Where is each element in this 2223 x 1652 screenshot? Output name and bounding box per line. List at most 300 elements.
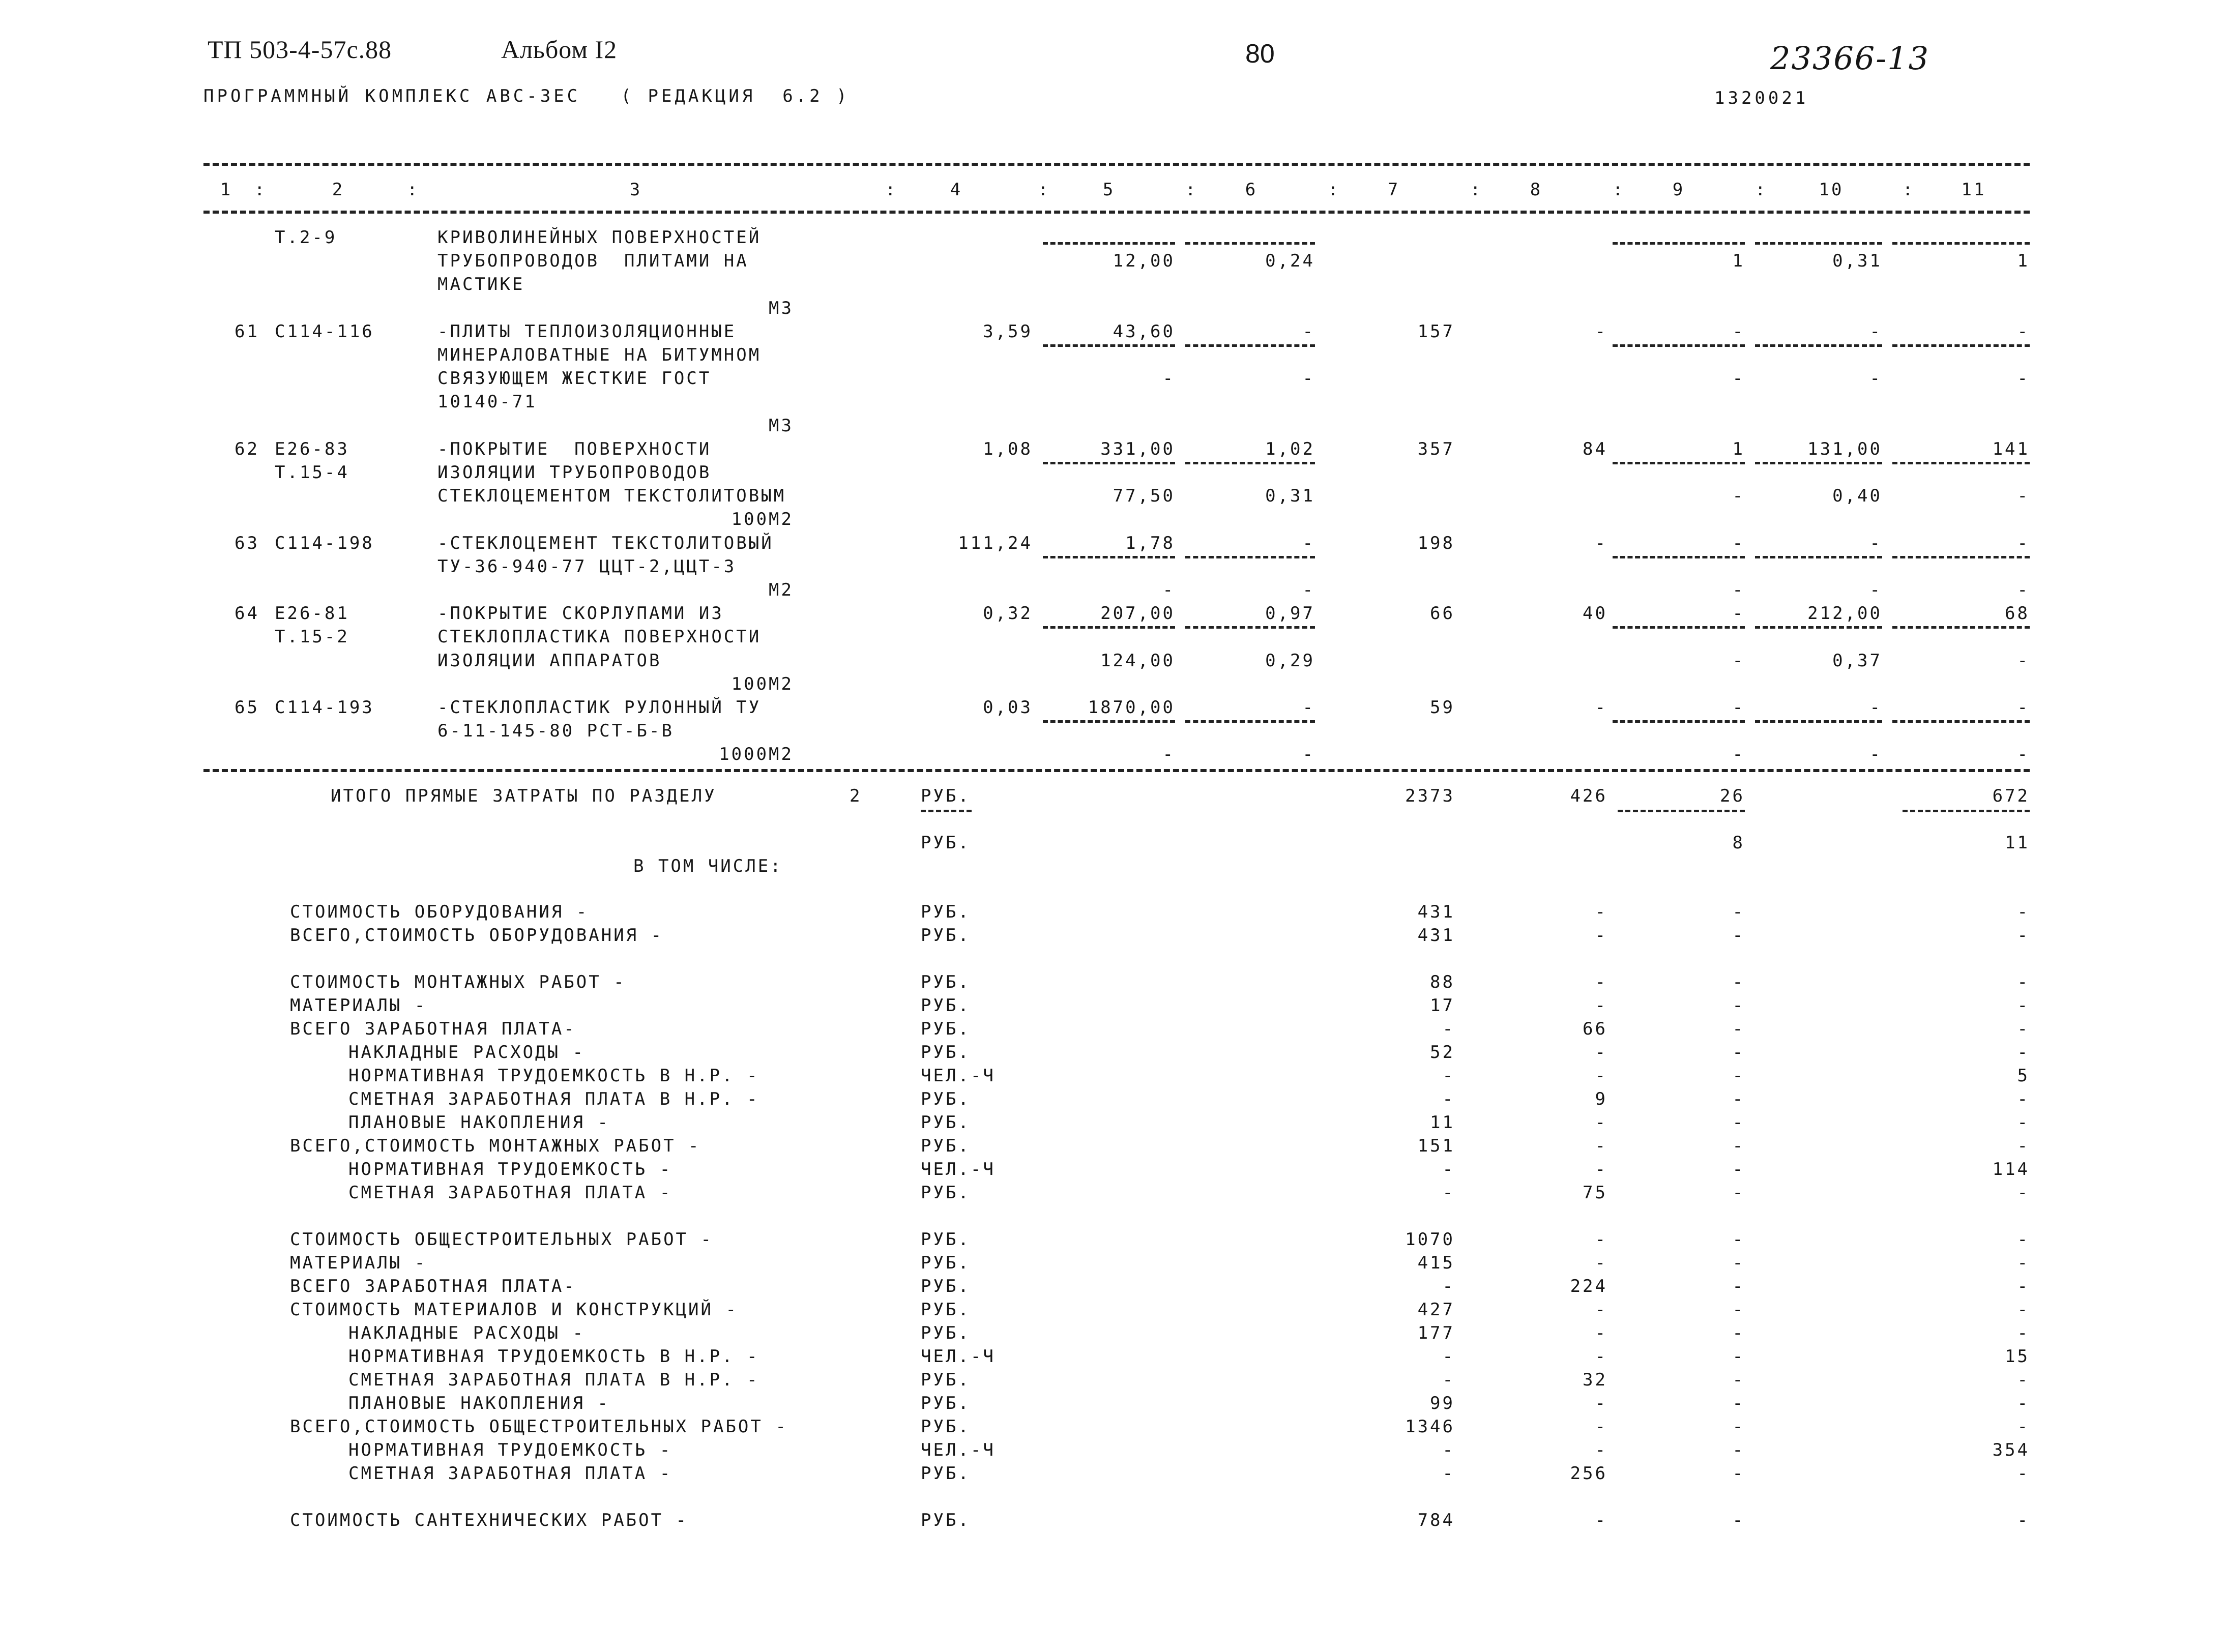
summary-c9: - [1732,1276,1745,1296]
summary-c7: - [1442,1089,1455,1109]
summary-label: СМЕТНАЯ ЗАРАБОТНАЯ ПЛАТА В Н.Р. - [348,1370,759,1390]
summary-c9: - [1732,1183,1745,1203]
rate-code: Е26-81 [275,603,349,624]
value-c5: 207,00 [1100,603,1175,624]
summary-c9: - [1732,1393,1745,1413]
summary-c9: - [1732,1042,1745,1063]
value-c6: - [1302,580,1315,600]
total-unit: РУБ. [921,786,971,806]
rate-code: Е26-83 [275,438,349,459]
summary-unit: РУБ. [921,1276,971,1296]
summary-c7: - [1442,1159,1455,1179]
summary-unit: РУБ. [921,1112,971,1133]
value-c5: - [1162,580,1175,600]
total-unit-2: РУБ. [921,833,971,853]
value-c6: - [1302,744,1315,765]
summary-c8: - [1595,1323,1607,1343]
column-number-5: 5 [1102,180,1116,200]
value-c4: 1,08 [983,438,1033,459]
summary-c9: - [1732,1510,1745,1530]
total-c7: 2373 [1405,786,1455,806]
summary-c8: - [1595,1136,1607,1156]
value-c11: - [2017,368,2030,389]
summary-c9: - [1732,1229,1745,1250]
segment-rule [1043,556,1175,558]
segment-rule [1892,462,2030,464]
item-unit: М3 [769,298,794,318]
item-description: КРИВОЛИНЕЙНЫХ ПОВЕРХНОСТЕЙ [437,227,762,248]
value-c4: 111,24 [958,533,1033,553]
segment-rule [1892,556,2030,558]
summary-c7: - [1442,1346,1455,1367]
item-description: СТЕКЛОЦЕМЕНТОМ ТЕКСТОЛИТОВЫМ [437,486,786,507]
column-number-3: 3 [629,180,642,200]
segment-rule [1613,720,1745,723]
item-unit: 100М2 [731,673,794,694]
totals-rule [203,769,2030,772]
value-c11: 1 [2017,251,2030,272]
value-c5: 77,50 [1113,486,1175,507]
segment-rule [1755,462,1882,464]
rate-code: С114-116 [275,321,374,342]
value-c8: - [1595,697,1607,718]
value-c6: 0,31 [1265,486,1315,507]
segment-rule [1043,720,1175,723]
segment-rule [1613,556,1745,558]
segment-rule [1755,720,1882,723]
summary-unit: РУБ. [921,1089,971,1109]
column-separator: : [1613,180,1625,200]
column-number-7: 7 [1387,180,1400,200]
value-c9: - [1732,533,1745,553]
value-c6: - [1302,321,1315,342]
summary-c7: - [1442,1370,1455,1390]
segment-rule [1892,242,2030,245]
summary-label: СТОИМОСТЬ МАТЕРИАЛОВ И КОНСТРУКЦИЙ - [290,1300,738,1320]
summary-unit: РУБ. [921,1136,971,1156]
value-c11: - [2017,744,2030,765]
summary-c9: - [1732,972,1745,992]
value-c5: 124,00 [1100,650,1175,671]
summary-c9: - [1732,1346,1745,1367]
column-separator: : [885,180,898,200]
summary-c7: - [1442,1276,1455,1296]
segment-rule [1892,720,2030,723]
header-bottom-rule [203,211,2030,214]
summary-label: НОРМАТИВНАЯ ТРУДОЕМКОСТЬ - [348,1159,672,1179]
item-description: -СТЕКЛОЦЕМЕНТ ТЕКСТОЛИТОВЫЙ [437,533,774,553]
total-label: ИТОГО ПРЯМЫЕ ЗАТРАТЫ ПО РАЗДЕЛУ [331,786,717,806]
summary-label: НОРМАТИВНАЯ ТРУДОЕМКОСТЬ В Н.Р. - [348,1066,759,1086]
summary-c8: - [1595,1229,1607,1250]
summary-c7: 177 [1417,1323,1455,1343]
summary-c11: - [2017,1019,2030,1039]
summary-c11: - [2017,1463,2030,1484]
summary-c8: 66 [1583,1019,1607,1039]
segment-rule [1185,344,1315,347]
summary-label: НОРМАТИВНАЯ ТРУДОЕМКОСТЬ В Н.Р. - [348,1346,759,1367]
summary-c9: - [1732,1159,1745,1179]
summary-label: СТОИМОСТЬ ОБЩЕСТРОИТЕЛЬНЫХ РАБОТ - [290,1229,713,1250]
value-c10: 0,31 [1832,251,1882,272]
segment-rule [1043,626,1175,629]
summary-c11: - [2017,1393,2030,1413]
value-c10: - [1869,533,1882,553]
summary-label: МАТЕРИАЛЫ - [290,1253,427,1273]
value-c9: - [1732,580,1745,600]
summary-c11: - [2017,902,2030,922]
value-c11: 141 [1992,438,2030,459]
item-description: МАСТИКЕ [437,274,525,295]
summary-c9: - [1732,1323,1745,1343]
summary-c7: 17 [1430,995,1455,1016]
value-c9: - [1732,486,1745,507]
value-c11: - [2017,486,2030,507]
segment-rule [1613,462,1745,464]
summary-unit: РУБ. [921,1370,971,1390]
summary-label: НОРМАТИВНАЯ ТРУДОЕМКОСТЬ - [348,1440,672,1460]
document-code: ТП 503-4-57с.88 [208,35,392,64]
value-c6: - [1302,368,1315,389]
column-number-10: 10 [1819,180,1844,200]
segment-rule [1755,626,1882,629]
column-number-11: 11 [1961,180,1986,200]
value-c5: 1870,00 [1088,697,1175,718]
summary-c7: 1070 [1405,1229,1455,1250]
item-unit: М2 [769,580,794,600]
summary-c7: - [1442,1019,1455,1039]
value-c9: - [1732,603,1745,624]
summary-c9: - [1732,1440,1745,1460]
value-c10: 131,00 [1807,438,1882,459]
summary-c11: 15 [2005,1346,2030,1367]
summary-c11: - [2017,1229,2030,1250]
item-description: ИЗОЛЯЦИИ АППАРАТОВ [437,650,662,671]
summary-c7: - [1442,1066,1455,1086]
segment-rule [1185,462,1315,464]
summary-label: ВСЕГО,СТОИМОСТЬ МОНТАЖНЫХ РАБОТ - [290,1136,701,1156]
item-number: 63 [235,533,259,553]
summary-c11: 5 [2017,1066,2030,1086]
segment-rule [1185,626,1315,629]
summary-c8: - [1595,1510,1607,1530]
summary-c9: - [1732,1253,1745,1273]
segment-rule [1903,810,2030,812]
summary-c8: - [1595,995,1607,1016]
summary-c9: - [1732,1463,1745,1484]
item-description: СТЕКЛОПЛАСТИКА ПОВЕРХНОСТИ [437,627,762,647]
summary-c8: - [1595,1112,1607,1133]
segment-rule [1043,242,1175,245]
value-c8: - [1595,321,1607,342]
value-c10: - [1869,580,1882,600]
value-c10: - [1869,321,1882,342]
summary-c8: - [1595,925,1607,946]
summary-unit: РУБ. [921,1463,971,1484]
value-c9: 1 [1732,251,1745,272]
summary-c9: - [1732,902,1745,922]
summary-label: СТОИМОСТЬ МОНТАЖНЫХ РАБОТ - [290,972,626,992]
summary-label: СТОИМОСТЬ САНТЕХНИЧЕСКИХ РАБОТ - [290,1510,689,1530]
summary-label: СМЕТНАЯ ЗАРАБОТНАЯ ПЛАТА - [348,1183,672,1203]
summary-c11: - [2017,995,2030,1016]
total-c11b: 11 [2005,833,2030,853]
column-separator: : [254,180,267,200]
column-number-9: 9 [1672,180,1685,200]
program-code: 1320021 [1714,88,1809,108]
summary-unit: РУБ. [921,1393,971,1413]
item-description: -ПЛИТЫ ТЕПЛОИЗОЛЯЦИОННЫЕ [437,321,737,342]
summary-c7: 99 [1430,1393,1455,1413]
value-c10: 212,00 [1807,603,1882,624]
summary-c11: - [2017,1089,2030,1109]
summary-label: ПЛАНОВЫЕ НАКОПЛЕНИЯ - [348,1112,610,1133]
item-description: МИНЕРАЛОВАТНЫЕ НА БИТУМНОМ [437,345,762,365]
value-c10: 0,40 [1832,486,1882,507]
item-unit: 1000М2 [719,744,794,765]
segment-rule [1185,720,1315,723]
rate-code: Т.2-9 [275,227,337,248]
summary-c11: 354 [1992,1440,2030,1460]
summary-c11: - [2017,1510,2030,1530]
summary-unit: ЧЕЛ.-Ч [921,1066,996,1086]
summary-c7: 88 [1430,972,1455,992]
summary-c8: - [1595,1159,1607,1179]
rate-code: Т.15-2 [275,627,349,647]
summary-c11: - [2017,925,2030,946]
item-description: ТРУБОПРОВОДОВ ПЛИТАМИ НА [437,251,749,272]
program-title: ПРОГРАММНЫЙ КОМПЛЕКС АВС-3ЕС ( РЕДАКЦИЯ 6.2 ) [203,86,850,106]
summary-unit: РУБ. [921,925,971,946]
column-number-8: 8 [1530,180,1543,200]
summary-c8: - [1595,1253,1607,1273]
value-c7: 198 [1417,533,1455,553]
summary-c8: - [1595,972,1607,992]
summary-c9: - [1732,1370,1745,1390]
summary-label: ВСЕГО ЗАРАБОТНАЯ ПЛАТА- [290,1019,576,1039]
rate-code: С114-198 [275,533,374,553]
summary-c11: - [2017,1417,2030,1437]
segment-rule [1613,626,1745,629]
including-label: В ТОМ ЧИСЛЕ: [633,856,783,876]
item-unit: М3 [769,415,794,436]
column-separator: : [1470,180,1483,200]
summary-c7: 52 [1430,1042,1455,1063]
segment-rule [1755,344,1882,347]
value-c11: - [2017,697,2030,718]
summary-c8: - [1595,1417,1607,1437]
item-number: 61 [235,321,259,342]
summary-c7: - [1442,1183,1455,1203]
summary-c7: 415 [1417,1253,1455,1273]
column-separator: : [1328,180,1340,200]
summary-c8: - [1595,1066,1607,1086]
value-c8: 40 [1583,603,1607,624]
summary-c7: - [1442,1463,1455,1484]
value-c4: 3,59 [983,321,1033,342]
segment-rule [1043,344,1175,347]
summary-label: ВСЕГО,СТОИМОСТЬ ОБОРУДОВАНИЯ - [290,925,664,946]
summary-c11: - [2017,1112,2030,1133]
value-c9: - [1732,650,1745,671]
album-label: Альбом I2 [501,35,618,64]
value-c8: 84 [1583,438,1607,459]
column-separator: : [1038,180,1050,200]
value-c8: - [1595,533,1607,553]
value-c5: 43,60 [1113,321,1175,342]
summary-c8: - [1595,1440,1607,1460]
summary-c11: - [2017,1276,2030,1296]
summary-unit: РУБ. [921,1019,971,1039]
summary-unit: РУБ. [921,972,971,992]
value-c11: - [2017,650,2030,671]
item-description: -СТЕКЛОПЛАСТИК РУЛОННЫЙ ТУ [437,697,762,718]
summary-c11: - [2017,1323,2030,1343]
total-c9: 26 [1720,786,1745,806]
summary-label: СТОИМОСТЬ ОБОРУДОВАНИЯ - [290,902,589,922]
segment-rule [921,810,972,812]
item-description: 6-11-145-80 РСТ-Б-В [437,721,674,742]
value-c5: - [1162,744,1175,765]
item-number: 62 [235,438,259,459]
value-c6: 0,24 [1265,251,1315,272]
rate-code: С114-193 [275,697,374,718]
item-description: ИЗОЛЯЦИИ ТРУБОПРОВОДОВ [437,462,712,483]
segment-rule [1613,344,1745,347]
summary-unit: РУБ. [921,1323,971,1343]
summary-c8: 75 [1583,1183,1607,1203]
total-c11: 672 [1992,786,2030,806]
summary-c8: 224 [1570,1276,1607,1296]
column-number-1: 1 [220,180,233,200]
summary-c7: 151 [1417,1136,1455,1156]
value-c5: 1,78 [1125,533,1175,553]
item-description: -ПОКРЫТИЕ ПОВЕРХНОСТИ [437,438,712,459]
summary-c8: - [1595,1346,1607,1367]
rate-code: Т.15-4 [275,462,349,483]
value-c6: 0,97 [1265,603,1315,624]
handwritten-number: 23366-13 [1770,40,1930,77]
value-c4: 0,32 [983,603,1033,624]
value-c10: 0,37 [1832,650,1882,671]
summary-unit: РУБ. [921,1042,971,1063]
value-c6: - [1302,533,1315,553]
summary-label: ВСЕГО,СТОИМОСТЬ ОБЩЕСТРОИТЕЛЬНЫХ РАБОТ - [290,1417,788,1437]
column-number-2: 2 [332,180,345,200]
value-c6: 0,29 [1265,650,1315,671]
value-c6: 1,02 [1265,438,1315,459]
summary-unit: РУБ. [921,1417,971,1437]
summary-unit: ЧЕЛ.-Ч [921,1159,996,1179]
value-c11: - [2017,533,2030,553]
summary-unit: РУБ. [921,1510,971,1530]
summary-label: НАКЛАДНЫЕ РАСХОДЫ - [348,1042,585,1063]
value-c9: - [1732,697,1745,718]
column-separator: : [1185,180,1198,200]
summary-c9: - [1732,1019,1745,1039]
summary-c11: - [2017,1183,2030,1203]
summary-c8: 9 [1595,1089,1607,1109]
value-c10: - [1869,368,1882,389]
segment-rule [1613,242,1745,245]
item-description: -ПОКРЫТИЕ СКОРЛУПАМИ ИЗ [437,603,724,624]
item-unit: 100М2 [731,509,794,530]
column-separator: : [1755,180,1768,200]
column-separator: : [407,180,420,200]
value-c10: - [1869,744,1882,765]
value-c10: - [1869,697,1882,718]
value-c5: - [1162,368,1175,389]
column-number-6: 6 [1245,180,1258,200]
segment-rule [1185,242,1315,245]
total-c8: 426 [1570,786,1607,806]
summary-c7: - [1442,1440,1455,1460]
summary-unit: РУБ. [921,1253,971,1273]
segment-rule [1185,556,1315,558]
summary-c7: 784 [1417,1510,1455,1530]
summary-unit: РУБ. [921,995,971,1016]
value-c4: 0,03 [983,697,1033,718]
summary-unit: РУБ. [921,1300,971,1320]
value-c9: - [1732,368,1745,389]
value-c7: 59 [1430,697,1455,718]
segment-rule [1755,556,1882,558]
value-c11: - [2017,321,2030,342]
value-c5: 331,00 [1100,438,1175,459]
header-top-rule [203,163,2030,166]
summary-c9: - [1732,1089,1745,1109]
segment-rule [1892,344,2030,347]
value-c11: - [2017,580,2030,600]
summary-c8: 32 [1583,1370,1607,1390]
summary-c9: - [1732,995,1745,1016]
summary-c7: 11 [1430,1112,1455,1133]
summary-c11: - [2017,1253,2030,1273]
summary-label: СМЕТНАЯ ЗАРАБОТНАЯ ПЛАТА В Н.Р. - [348,1089,759,1109]
value-c6: - [1302,697,1315,718]
summary-c8: 256 [1570,1463,1607,1484]
segment-rule [1892,626,2030,629]
summary-c9: - [1732,1066,1745,1086]
value-c5: 12,00 [1113,251,1175,272]
summary-unit: ЧЕЛ.-Ч [921,1440,996,1460]
summary-c7: 1346 [1405,1417,1455,1437]
summary-c9: - [1732,1136,1745,1156]
total-c9b: 8 [1732,833,1745,853]
summary-c11: - [2017,1300,2030,1320]
segment-rule [1755,242,1882,245]
item-description: СВЯЗУЮЩЕМ ЖЕСТКИЕ ГОСТ [437,368,712,389]
value-c7: 157 [1417,321,1455,342]
value-c7: 66 [1430,603,1455,624]
value-c9: 1 [1732,438,1745,459]
summary-c8: - [1595,1042,1607,1063]
summary-c9: - [1732,1300,1745,1320]
summary-label: ПЛАНОВЫЕ НАКОПЛЕНИЯ - [348,1393,610,1413]
page-number: 80 [1245,39,1275,69]
summary-label: НАКЛАДНЫЕ РАСХОДЫ - [348,1323,585,1343]
summary-unit: РУБ. [921,902,971,922]
summary-unit: ЧЕЛ.-Ч [921,1346,996,1367]
summary-c11: 114 [1992,1159,2030,1179]
summary-label: ВСЕГО ЗАРАБОТНАЯ ПЛАТА- [290,1276,576,1296]
segment-rule [1618,810,1745,812]
summary-c9: - [1732,925,1745,946]
value-c7: 357 [1417,438,1455,459]
total-section: 2 [850,786,862,806]
value-c9: - [1732,744,1745,765]
column-number-4: 4 [950,180,963,200]
